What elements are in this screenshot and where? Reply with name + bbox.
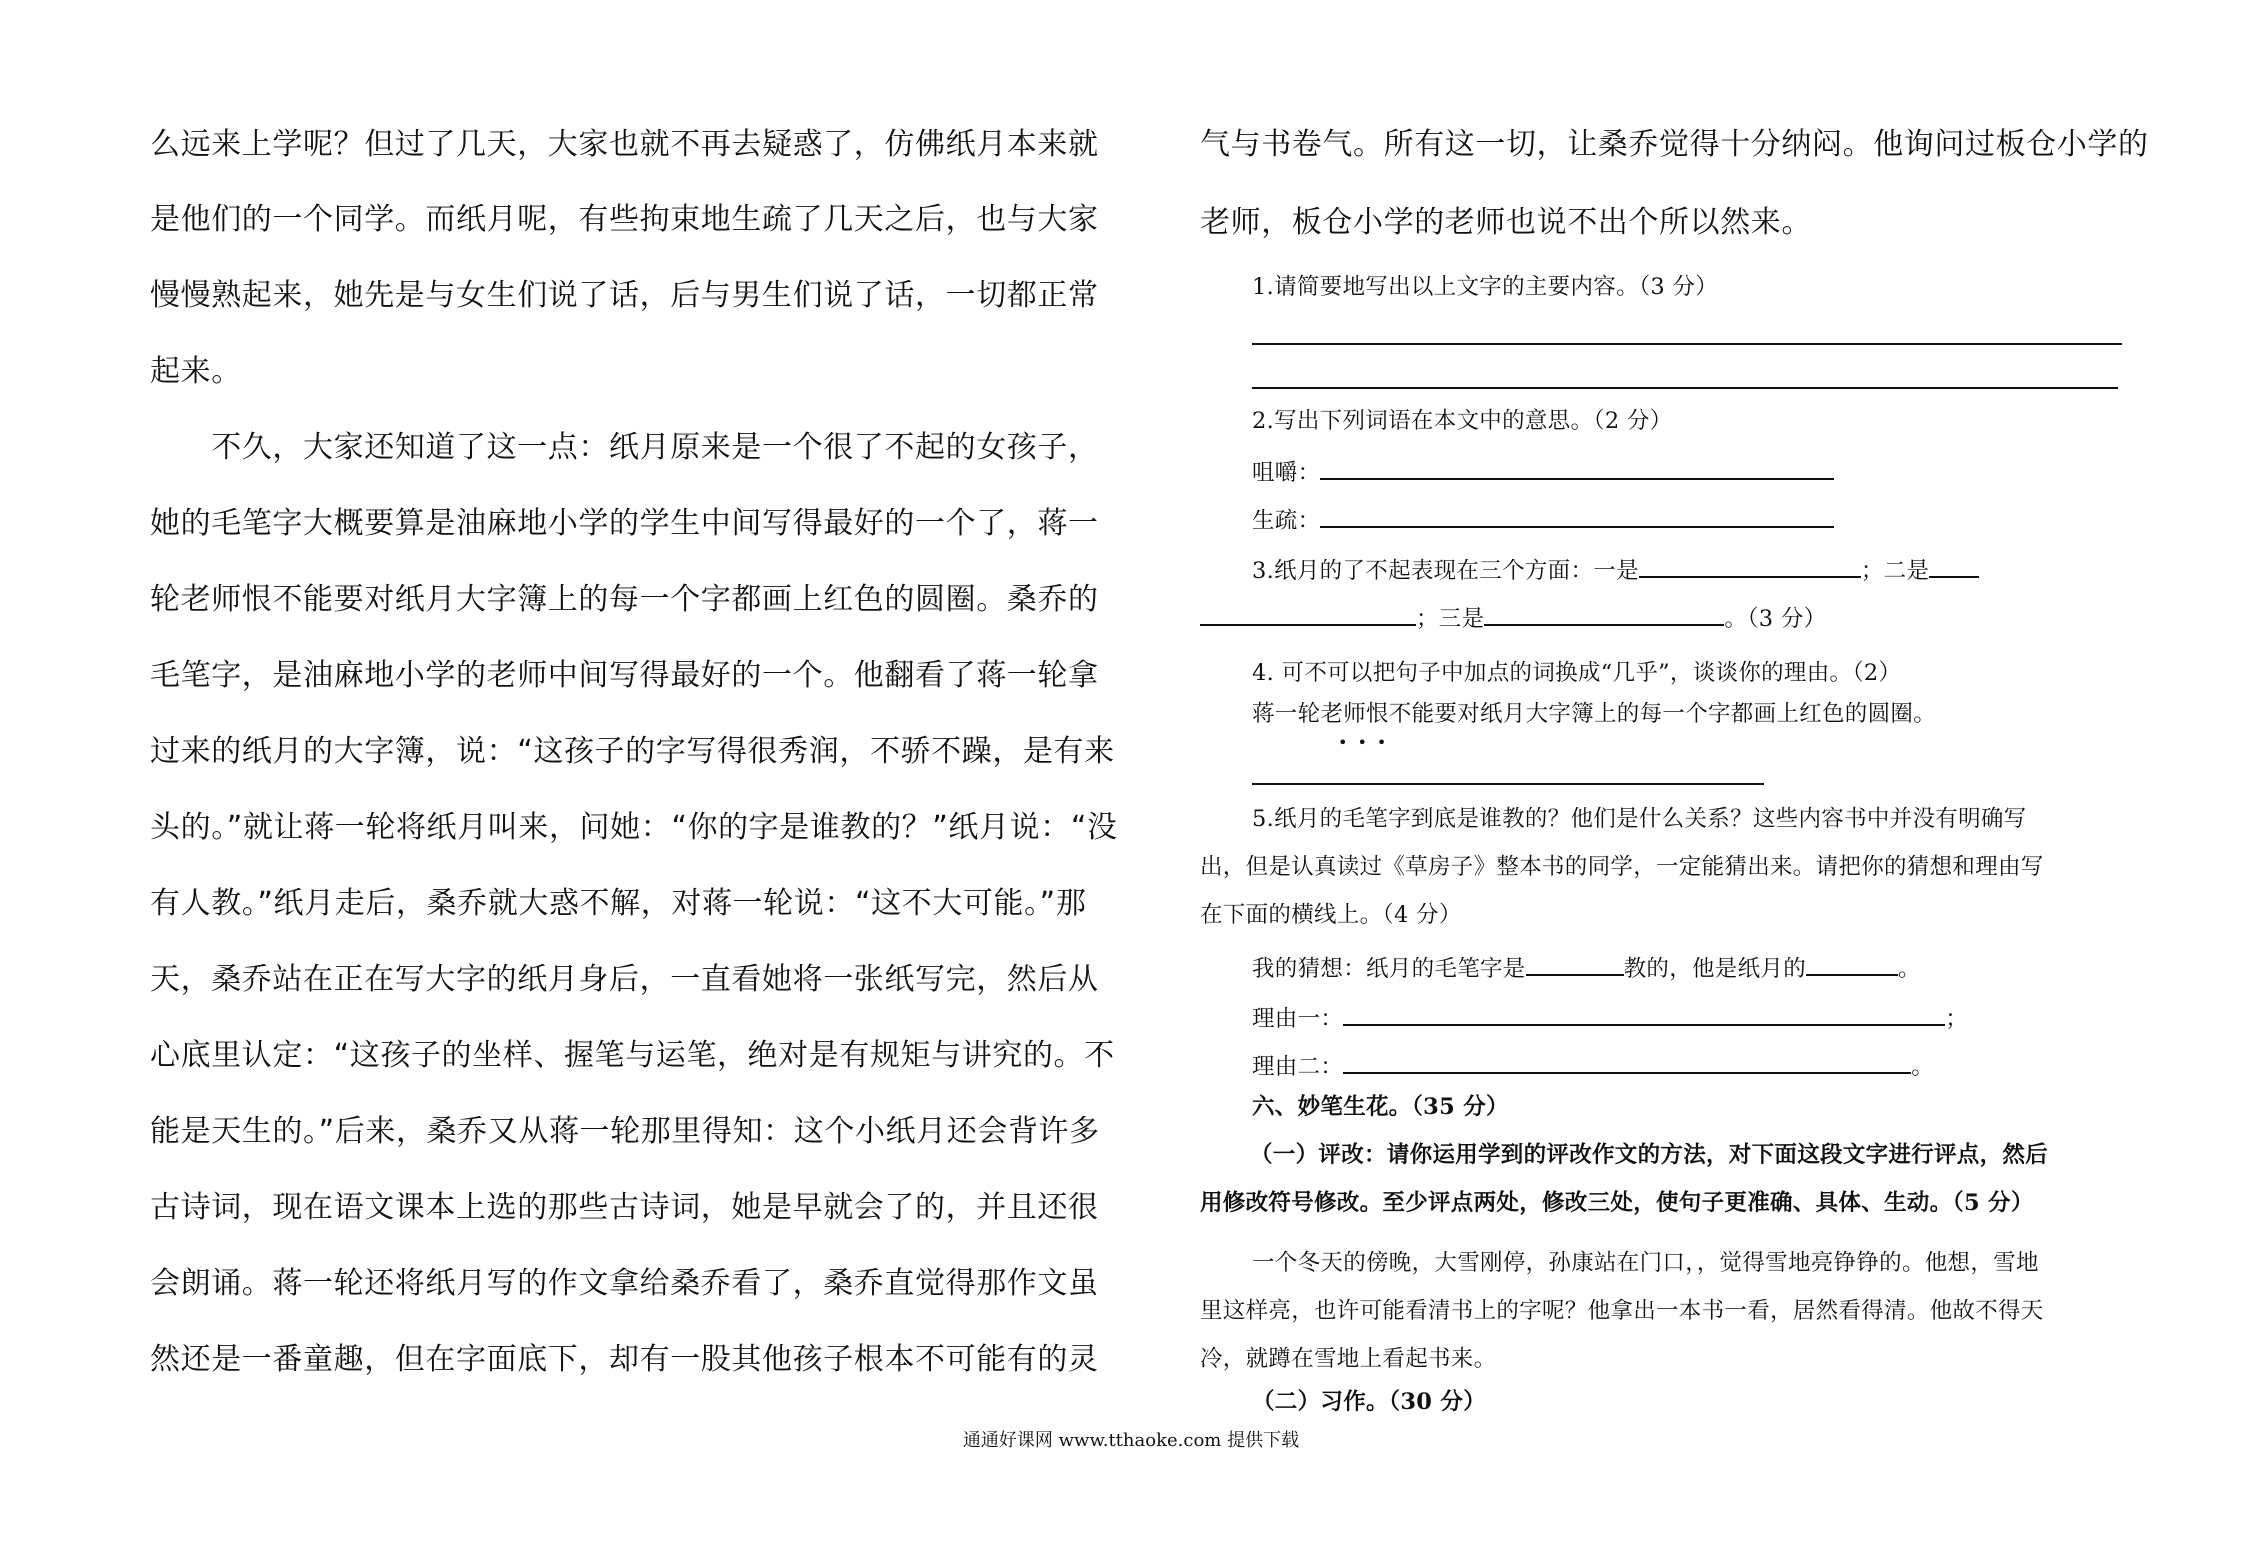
section-6-2: （二）习作。（30 分） <box>1252 1389 1486 1415</box>
answer-blank[interactable] <box>1343 1000 1945 1026</box>
reason-end: 。 <box>1911 1054 1935 1080</box>
guess-text: 教的，他是纸月的 <box>1623 956 1807 982</box>
question-1: 1.请简要地写出以上文字的主要内容。（3 分） <box>1252 274 1719 300</box>
question-3-text: 3.纸月的了不起表现在三个方面：一是 <box>1252 558 1639 584</box>
passage-line: 能是天生的。”后来，桑乔又从蒋一轮那里得知：这个小纸月还会背许多 <box>150 1114 1100 1149</box>
question-5: 在下面的横线上。（4 分） <box>1200 902 1462 928</box>
reason-label: 理由一： <box>1252 1006 1344 1032</box>
word-label-text: 咀嚼： <box>1252 460 1321 486</box>
answer-blank[interactable] <box>1320 454 1834 480</box>
emphasis-dots <box>1338 724 1396 760</box>
passage-line: 古诗词，现在语文课本上选的那些古诗词，她是早就会了的，并且还很 <box>150 1190 1099 1225</box>
section-6-title: 六、妙笔生花。（35 分） <box>1252 1094 1509 1120</box>
passage-line: 头的。”就让蒋一轮将纸月叫来，问她：“你的字是谁教的？”纸月说：“没 <box>150 810 1118 845</box>
passage-line: 气与书卷气。所有这一切，让桑乔觉得十分纳闷。他询问过板仓小学的 <box>1200 127 2149 162</box>
passage-line: 么远来上学呢？但过了几天，大家也就不再去疑惑了，仿佛纸月本来就 <box>150 127 1099 162</box>
passage-line: 心底里认定：“这孩子的坐样、握笔与运笔，绝对是有规矩与讲究的。不 <box>150 1038 1115 1073</box>
answer-line[interactable] <box>1252 783 1764 785</box>
answer-line[interactable] <box>1252 387 2118 389</box>
answer-blank[interactable] <box>1929 552 1979 578</box>
question-4: 4. 可不可以把句子中加点的词换成“几乎”，谈谈你的理由。（2） <box>1252 660 1902 686</box>
question-2: 2.写出下列词语在本文中的意思。（2 分） <box>1252 408 1673 434</box>
passage-line: 是他们的一个同学。而纸月呢，有些拘束地生疏了几天之后，也与大家 <box>150 202 1099 237</box>
passage-line: 毛笔字，是油麻地小学的老师中间写得最好的一个。他翻看了蒋一轮拿 <box>150 658 1099 693</box>
question-3 <box>1252 552 1979 588</box>
word-label <box>1252 502 1834 538</box>
passage-line: 她的毛笔字大概要算是油麻地小学的学生中间写得最好的一个了，蒋一 <box>150 506 1099 541</box>
answer-blank[interactable] <box>1320 502 1834 528</box>
passage-line: 老师，板仓小学的老师也说不出个所以然来。 <box>1200 205 1812 240</box>
question-5-guess <box>1252 950 1921 986</box>
passage-line: 天，桑乔站在正在写大字的纸月身后，一直看她将一张纸写完，然后从 <box>150 962 1099 997</box>
passage-line: 会朗诵。蒋一轮还将纸月写的作文拿给桑乔看了，桑乔直觉得那作文虽 <box>150 1266 1099 1301</box>
question-3-text: 。（3 分） <box>1724 606 1827 632</box>
word-label-text: 生疏： <box>1252 508 1321 534</box>
word-label <box>1252 454 1834 490</box>
reason-end: ； <box>1945 1006 1969 1032</box>
question-5: 5.纸月的毛笔字到底是谁教的？他们是什么关系？这些内容书中并没有明确写 <box>1252 806 2027 832</box>
answer-blank[interactable] <box>1484 600 1724 626</box>
essay-passage: 冷，就蹲在雪地上看起书来。 <box>1200 1346 1497 1372</box>
footer-credit: 通通好课网 www.tthaoke.com 提供下载 <box>962 1430 1300 1451</box>
question-3-text: ；二是 <box>1860 558 1930 584</box>
answer-blank[interactable] <box>1343 1048 1911 1074</box>
passage-line: 不久，大家还知道了这一点：纸月原来是一个很了不起的女孩子， <box>150 430 1099 465</box>
reason-2 <box>1252 1048 1934 1084</box>
question-3-text: ；三是 <box>1416 606 1485 632</box>
passage-line: 然还是一番童趣，但在字面底下，却有一股其他孩子根本不可能有的灵 <box>150 1342 1099 1377</box>
passage-line: 过来的纸月的大字簿，说：“这孩子的字写得很秀润，不骄不躁，是有来 <box>150 734 1115 769</box>
passage-line: 慢慢熟起来，她先是与女生们说了话，后与男生们说了话，一切都正常 <box>150 278 1099 313</box>
passage-line: 有人教。”纸月走后，桑乔就大惑不解，对蒋一轮说：“这不大可能。”那 <box>150 886 1087 921</box>
answer-blank[interactable] <box>1526 950 1624 976</box>
answer-blank[interactable] <box>1200 600 1416 626</box>
answer-line[interactable] <box>1252 343 2122 345</box>
passage-line: 起来。 <box>150 354 242 389</box>
essay-passage: 一个冬天的傍晚，大雪刚停，孙康站在门口，，觉得雪地亮铮铮的。他想，雪地 <box>1252 1250 2039 1276</box>
guess-text: 。 <box>1898 956 1921 982</box>
section-6-1 <box>1200 1186 2034 1220</box>
reason-1 <box>1252 1000 1968 1036</box>
passage-line: 轮老师恨不能要对纸月大字簿上的每一个字都画上红色的圆圈。桑乔的 <box>150 582 1099 617</box>
question-3-cont <box>1200 600 1826 636</box>
question-5: 出，但是认真读过《草房子》整本书的同学，一定能猜出来。请把你的猜想和理由写 <box>1200 854 2044 880</box>
reason-label: 理由二： <box>1252 1054 1344 1080</box>
question-4-sentence-text: 蒋一轮老师恨不能要对纸月大字簿上的每一个字都画上红色的圆圈。 <box>1252 701 1937 727</box>
essay-passage: 里这样亮，也许可能看清书上的字呢？他拿出一本书一看，居然看得清。他故不得天 <box>1200 1298 2044 1324</box>
section-6-1-text: 用修改符号修改。至少评点两处，修改三处，使句子更准确、具体、生动。（5 分） <box>1200 1190 2034 1216</box>
answer-blank[interactable] <box>1806 950 1898 976</box>
emphasis-dots-text: ••• <box>1338 733 1397 752</box>
section-6-1: （一）评改：请你运用学到的评改作文的方法，对下面这段文字进行评点，然后 <box>1250 1142 2049 1168</box>
answer-blank[interactable] <box>1639 552 1861 578</box>
guess-text: 我的猜想：纸月的毛笔字是 <box>1252 956 1526 982</box>
